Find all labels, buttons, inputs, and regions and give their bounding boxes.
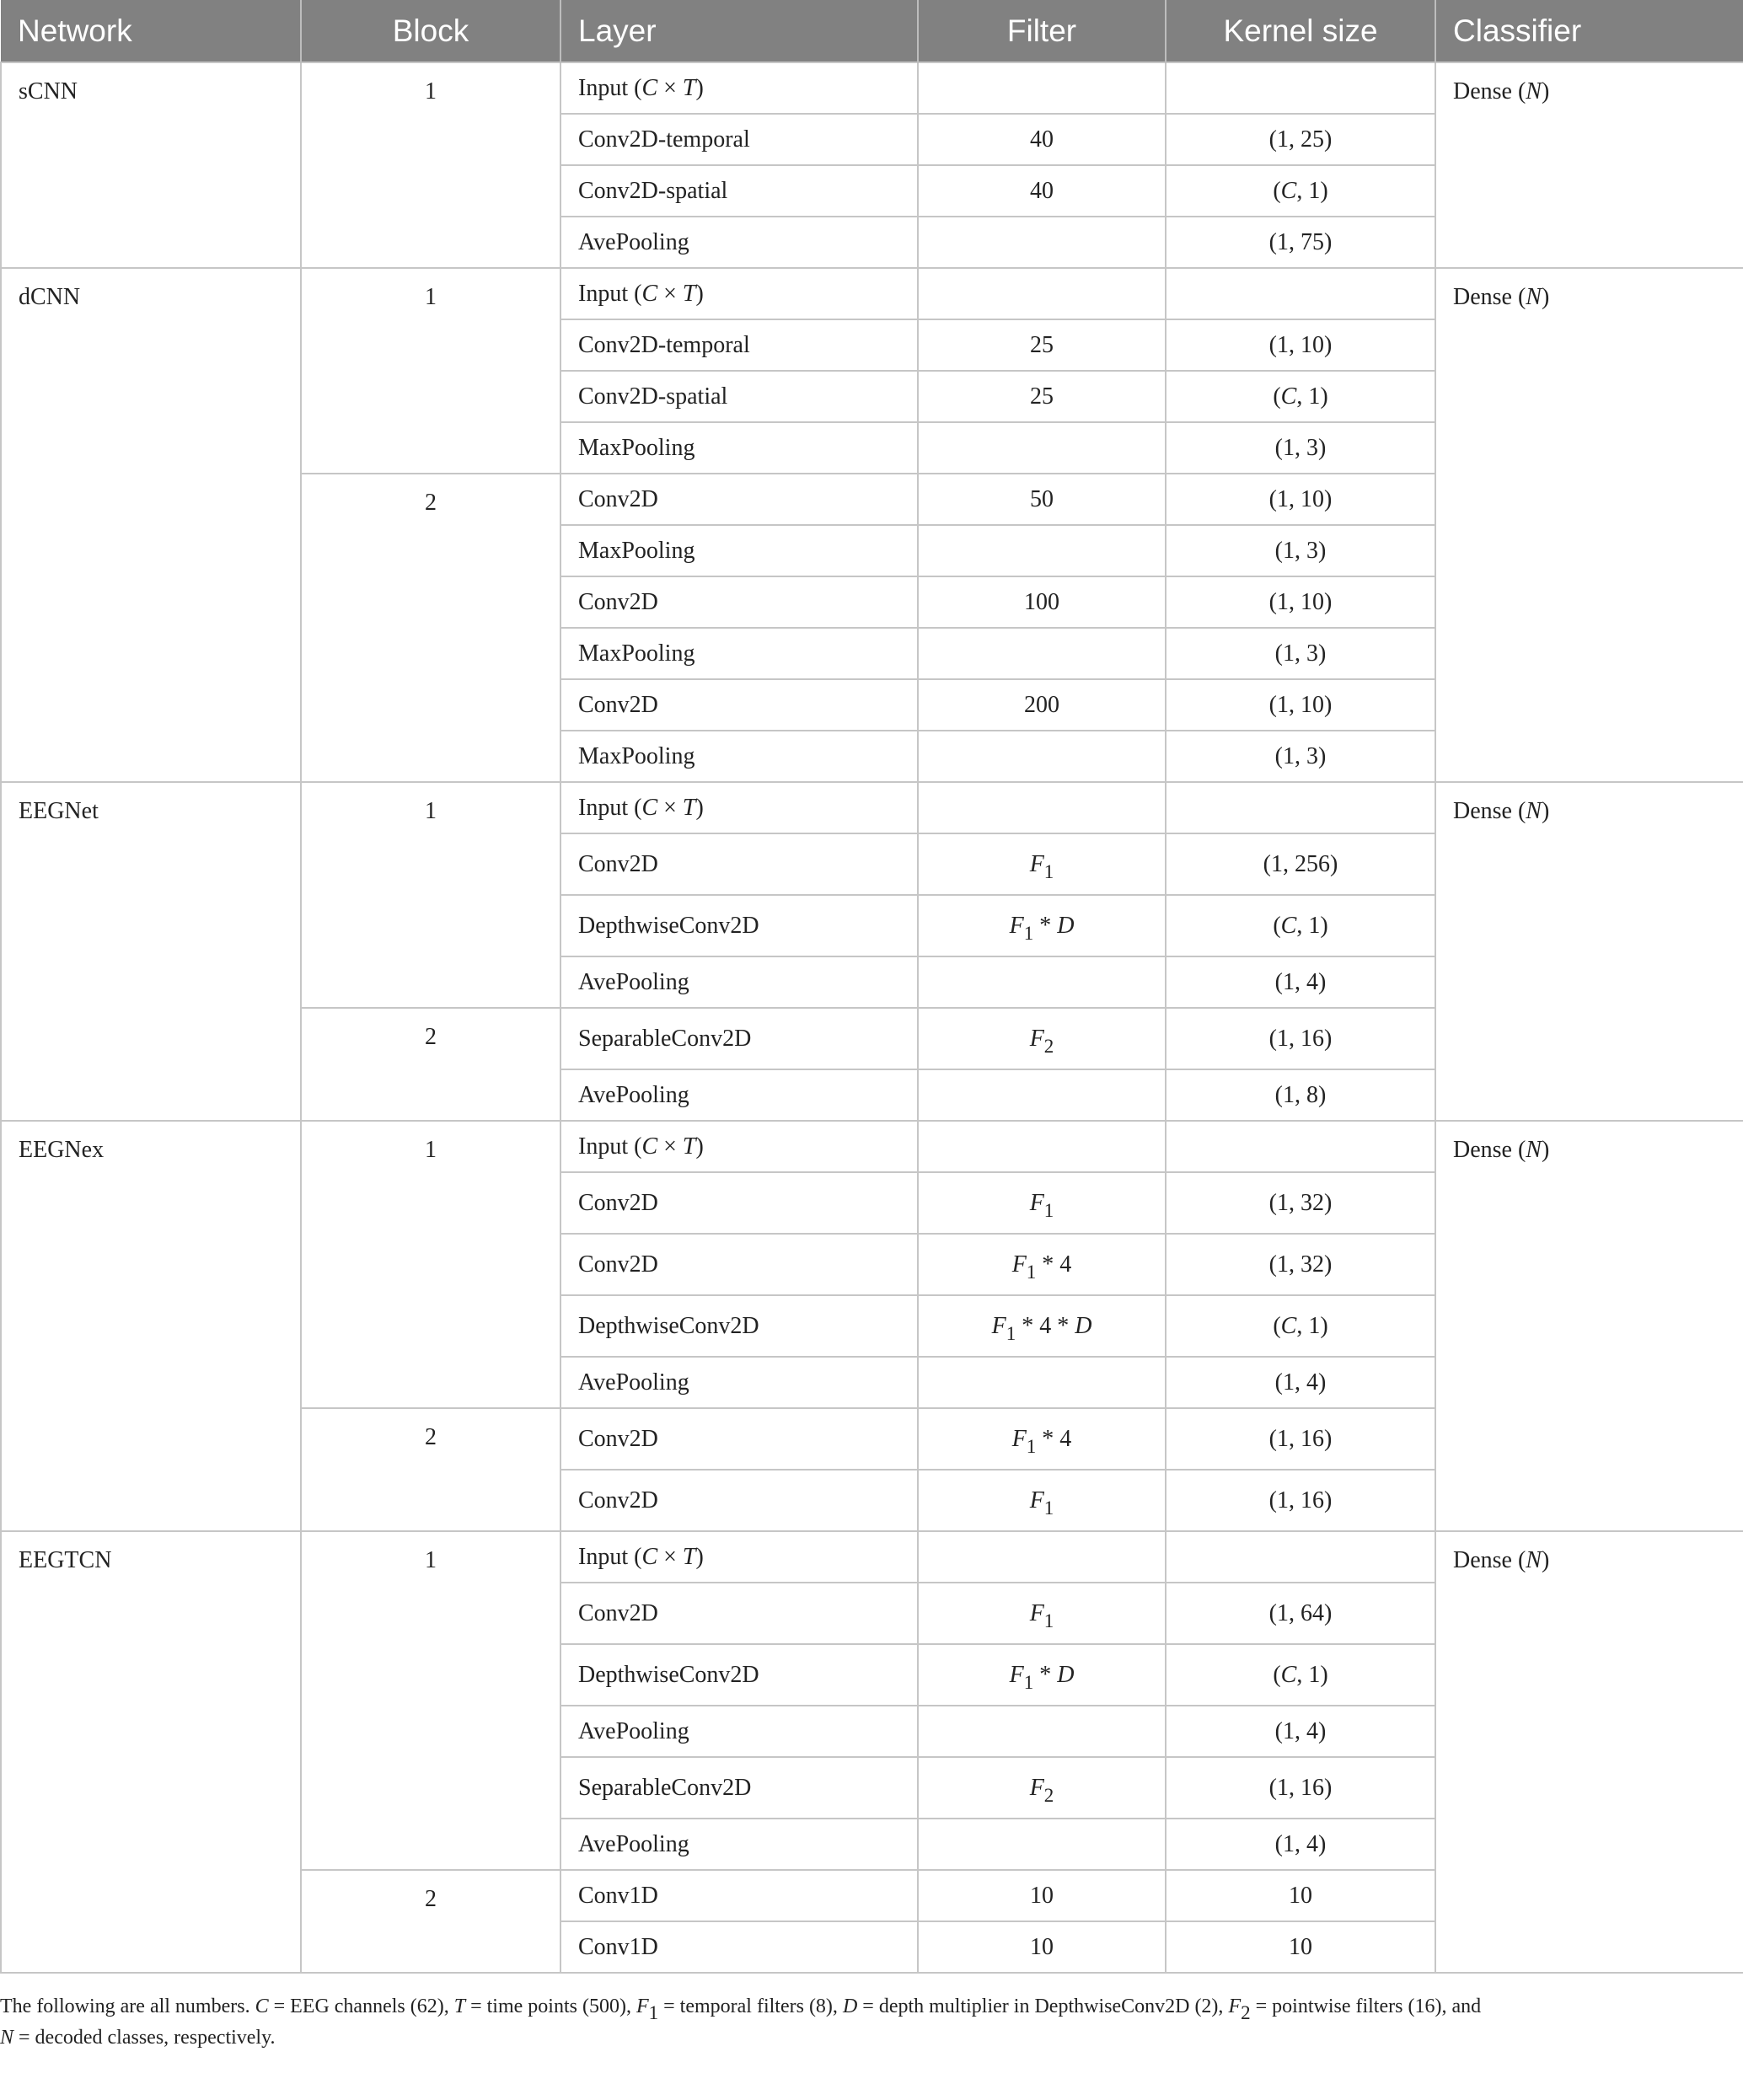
network-cell: EEGTCN (1, 1531, 301, 1973)
kernel-cell: (1, 10) (1166, 576, 1435, 628)
table-row (1, 268, 1743, 319)
filter-cell (918, 268, 1166, 319)
filter-cell: $F_1 * 4$ * D (918, 1295, 1166, 1357)
header-block: Block (301, 0, 560, 62)
block-cell: 2 (301, 474, 560, 782)
filter-cell: 200 (918, 679, 1166, 731)
kernel-cell: (C, 1) (1166, 371, 1435, 422)
layer-cell: Conv2D (560, 1583, 918, 1644)
filter-cell: 40 (918, 165, 1166, 217)
kernel-cell: (C, 1) (1166, 1644, 1435, 1706)
header-classifier: Classifier (1435, 0, 1743, 62)
classifier-cell: Dense (N) (1435, 268, 1743, 782)
filter-cell: $F_2$ (918, 1008, 1166, 1069)
filter-cell: 50 (918, 474, 1166, 525)
table-row (1, 782, 1743, 833)
block-cell: 2 (301, 1870, 560, 1973)
kernel-cell: (1, 16) (1166, 1408, 1435, 1470)
layer-cell: Input (C × T) (560, 782, 918, 833)
footnote-line-1: The following are all numbers. C = EEG channels (62), T = time points (500), F1 = temporal filters (8), D = depth multiplier in DepthwiseConv2D (2), F2 = pointwise filters (16), and (0, 1996, 1482, 2023)
layer-cell: Conv2D-temporal (560, 114, 918, 165)
block-cell: 1 (301, 62, 560, 268)
kernel-cell: (1, 256) (1166, 833, 1435, 895)
filter-cell (918, 628, 1166, 679)
kernel-cell: (1, 64) (1166, 1583, 1435, 1644)
layer-cell: Conv2D (560, 679, 918, 731)
layer-cell: AvePooling (560, 1069, 918, 1121)
filter-cell (918, 956, 1166, 1008)
layer-cell: Conv1D (560, 1870, 918, 1921)
layer-cell: AvePooling (560, 956, 918, 1008)
kernel-cell: (1, 10) (1166, 319, 1435, 371)
filter-cell: $F_1$ (918, 1470, 1166, 1531)
kernel-cell: (C, 1) (1166, 1295, 1435, 1357)
filter-cell (918, 1069, 1166, 1121)
layer-cell: Conv2D (560, 1470, 918, 1531)
kernel-cell: (1, 8) (1166, 1069, 1435, 1121)
layer-cell: Conv1D (560, 1921, 918, 1973)
kernel-cell: (1, 16) (1166, 1470, 1435, 1531)
kernel-cell: (1, 3) (1166, 628, 1435, 679)
layer-cell: Conv2D (560, 1408, 918, 1470)
filter-cell (918, 782, 1166, 833)
footnote-line-2: N = decoded classes, respectively. (0, 2027, 276, 2049)
filter-cell: $F_1 * 4$ (918, 1234, 1166, 1295)
kernel-cell: (1, 10) (1166, 679, 1435, 731)
header-kernel-size: Kernel size (1166, 0, 1435, 62)
layer-cell: MaxPooling (560, 422, 918, 474)
classifier-cell: Dense (N) (1435, 1121, 1743, 1531)
layer-cell: DepthwiseConv2D (560, 1644, 918, 1706)
filter-cell (918, 217, 1166, 268)
layer-cell: Conv2D (560, 474, 918, 525)
layer-cell: Input (C × T) (560, 62, 918, 114)
layer-cell: Conv2D-spatial (560, 371, 918, 422)
filter-cell: 10 (918, 1870, 1166, 1921)
filter-cell: 100 (918, 576, 1166, 628)
filter-cell: 10 (918, 1921, 1166, 1973)
network-cell: sCNN (1, 62, 301, 268)
block-cell: 1 (301, 1531, 560, 1870)
table-row (1, 1121, 1743, 1172)
layer-cell: AvePooling (560, 1357, 918, 1408)
layer-cell: Conv2D (560, 1172, 918, 1234)
filter-cell: 25 (918, 371, 1166, 422)
network-cell: dCNN (1, 268, 301, 782)
block-cell: 2 (301, 1008, 560, 1121)
filter-cell: $F_1$ (918, 1172, 1166, 1234)
kernel-cell: (1, 32) (1166, 1234, 1435, 1295)
layer-cell: MaxPooling (560, 731, 918, 782)
filter-cell (918, 525, 1166, 576)
header-network: Network (1, 0, 301, 62)
kernel-cell: (C, 1) (1166, 165, 1435, 217)
layer-cell: SeparableConv2D (560, 1008, 918, 1069)
kernel-cell: (C, 1) (1166, 895, 1435, 956)
table-row (1, 62, 1743, 114)
kernel-cell: (1, 3) (1166, 731, 1435, 782)
filter-cell: $F_1$ (918, 1583, 1166, 1644)
kernel-cell: (1, 4) (1166, 1706, 1435, 1757)
kernel-cell: (1, 3) (1166, 422, 1435, 474)
layer-cell: Input (C × T) (560, 1121, 918, 1172)
filter-cell: $F_2$ (918, 1757, 1166, 1819)
filter-cell: $F_1$ * D (918, 895, 1166, 956)
layer-cell: Input (C × T) (560, 1531, 918, 1583)
filter-cell (918, 1531, 1166, 1583)
header-layer: Layer (560, 0, 918, 62)
network-cell: EEGNex (1, 1121, 301, 1531)
kernel-cell: 10 (1166, 1921, 1435, 1973)
kernel-cell: (1, 16) (1166, 1008, 1435, 1069)
table-row (1, 1531, 1743, 1583)
filter-cell: $F_1$ * D (918, 1644, 1166, 1706)
kernel-cell: (1, 32) (1166, 1172, 1435, 1234)
filter-cell: $F_1$ (918, 833, 1166, 895)
filter-cell (918, 422, 1166, 474)
kernel-cell: (1, 75) (1166, 217, 1435, 268)
kernel-cell: (1, 16) (1166, 1757, 1435, 1819)
filter-cell (918, 1121, 1166, 1172)
filter-cell (918, 1357, 1166, 1408)
filter-cell: 25 (918, 319, 1166, 371)
layer-cell: DepthwiseConv2D (560, 1295, 918, 1357)
footnote (0, 1974, 1743, 2054)
header-filter: Filter (918, 0, 1166, 62)
layer-cell: Input (C × T) (560, 268, 918, 319)
layer-cell: Conv2D-temporal (560, 319, 918, 371)
classifier-cell: Dense (N) (1435, 1531, 1743, 1973)
block-cell: 1 (301, 1121, 560, 1408)
kernel-cell: (1, 4) (1166, 1819, 1435, 1870)
layer-cell: Conv2D (560, 1234, 918, 1295)
kernel-cell (1166, 1531, 1435, 1583)
layer-cell: MaxPooling (560, 628, 918, 679)
layer-cell: DepthwiseConv2D (560, 895, 918, 956)
network-cell: EEGNet (1, 782, 301, 1121)
header-row (1, 0, 1743, 62)
layer-cell: Conv2D (560, 576, 918, 628)
layer-cell: AvePooling (560, 1819, 918, 1870)
classifier-cell: Dense (N) (1435, 62, 1743, 268)
layer-cell: MaxPooling (560, 525, 918, 576)
layer-cell: SeparableConv2D (560, 1757, 918, 1819)
filter-cell: 40 (918, 114, 1166, 165)
kernel-cell: (1, 3) (1166, 525, 1435, 576)
filter-cell (918, 731, 1166, 782)
filter-cell: $F_1 * 4$ (918, 1408, 1166, 1470)
kernel-cell: (1, 10) (1166, 474, 1435, 525)
layer-cell: AvePooling (560, 217, 918, 268)
filter-cell (918, 62, 1166, 114)
layer-cell: Conv2D (560, 833, 918, 895)
classifier-cell: Dense (N) (1435, 782, 1743, 1121)
block-cell: 1 (301, 268, 560, 474)
kernel-cell (1166, 62, 1435, 114)
filter-cell (918, 1819, 1166, 1870)
kernel-cell: (1, 4) (1166, 1357, 1435, 1408)
kernel-cell: (1, 25) (1166, 114, 1435, 165)
filter-cell (918, 1706, 1166, 1757)
kernel-cell (1166, 782, 1435, 833)
layer-cell: AvePooling (560, 1706, 918, 1757)
kernel-cell: (1, 4) (1166, 956, 1435, 1008)
block-cell: 2 (301, 1408, 560, 1531)
layer-cell: Conv2D-spatial (560, 165, 918, 217)
block-cell: 1 (301, 782, 560, 1008)
kernel-cell (1166, 268, 1435, 319)
kernel-cell (1166, 1121, 1435, 1172)
kernel-cell: 10 (1166, 1870, 1435, 1921)
